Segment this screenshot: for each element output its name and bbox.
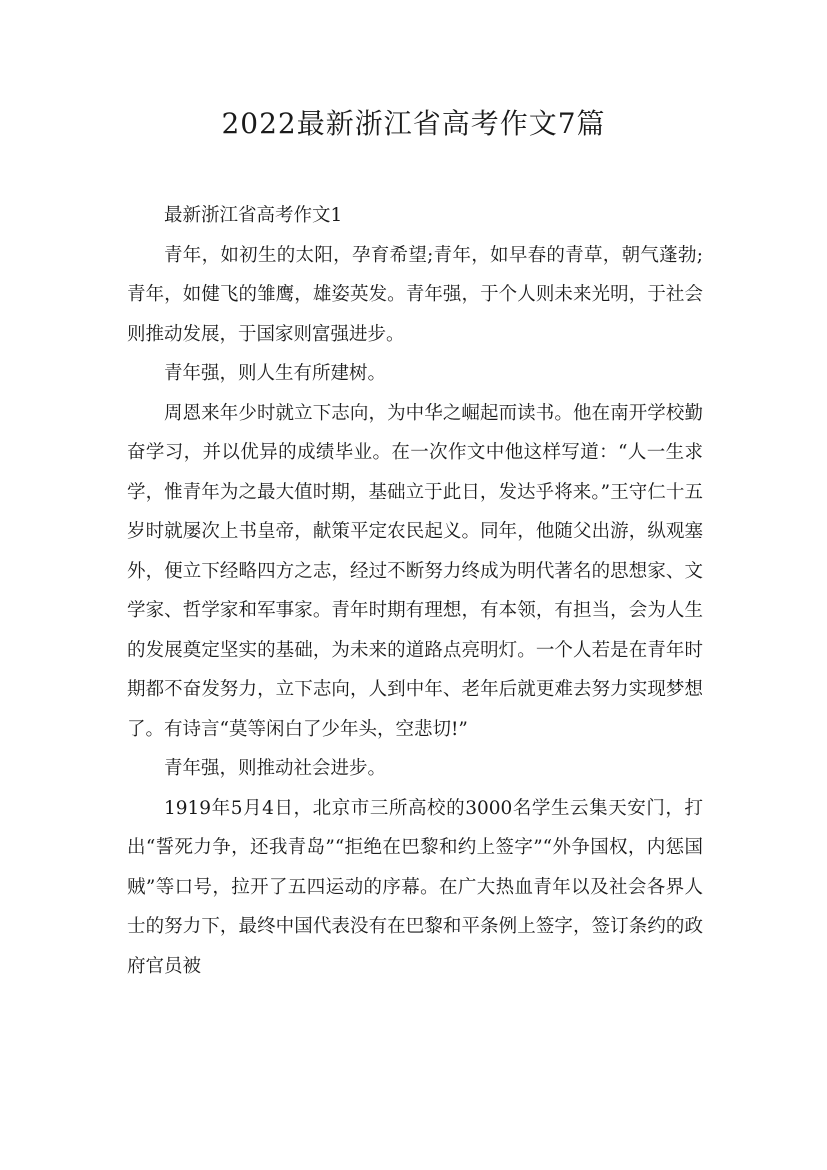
paragraph: 1919年5月4日，北京市三所高校的3000名学生云集天安门，打出“誓死力争，还我青岛”“拒绝在巴黎和约上签字”“外争国权，内惩国贼”等口号，拉开了五四运动的序幕。在广大热血青年以及社会各界人士的努力下，最终中国代表没有在巴黎和平条例上签字，签订条约的政府官员被 [127,797,703,977]
paragraph: 青年强，则推动社会进步。 [164,758,387,779]
paragraph: 青年，如初生的太阳，孕育希望;青年，如早春的青草，朝气蓬勃;青年，如健飞的雏鹰，雄姿英发。青年强，于个人则未来光明，于社会则推动发展，于国家则富强进步。 [127,244,703,345]
document-title: 2022最新浙江省高考作文7篇 [221,107,606,140]
section-heading: 最新浙江省高考作文1 [164,205,343,226]
document-body [127,196,703,986]
paragraph: 青年强，则人生有所建树。 [164,363,387,384]
paragraph: 周恩来年少时就立下志向，为中华之崛起而读书。他在南开学校勤奋学习，并以优异的成绩毕业。在一次作文中他这样写道：“人一生求学，惟青年为之最大值时期，基础立于此日，发达乎将来。”王守仁十五岁时就屡次上书皇帝，献策平定农民起义。同年，他随父出游，纵观塞外，便立下经略四方之志，经过不断努力终成为明代著名的思想家、文学家、哲学家和军事家。青年时期有理想，有本领，有担当，会为人生的发展奠定坚实的基础，为未来的道路点亮明灯。一个人若是在青年时期都不奋发努力，立下志向，人到中年、老年后就更难去努力实现梦想了。有诗言“莫等闲白了少年头，空悲切!” [127,402,703,740]
